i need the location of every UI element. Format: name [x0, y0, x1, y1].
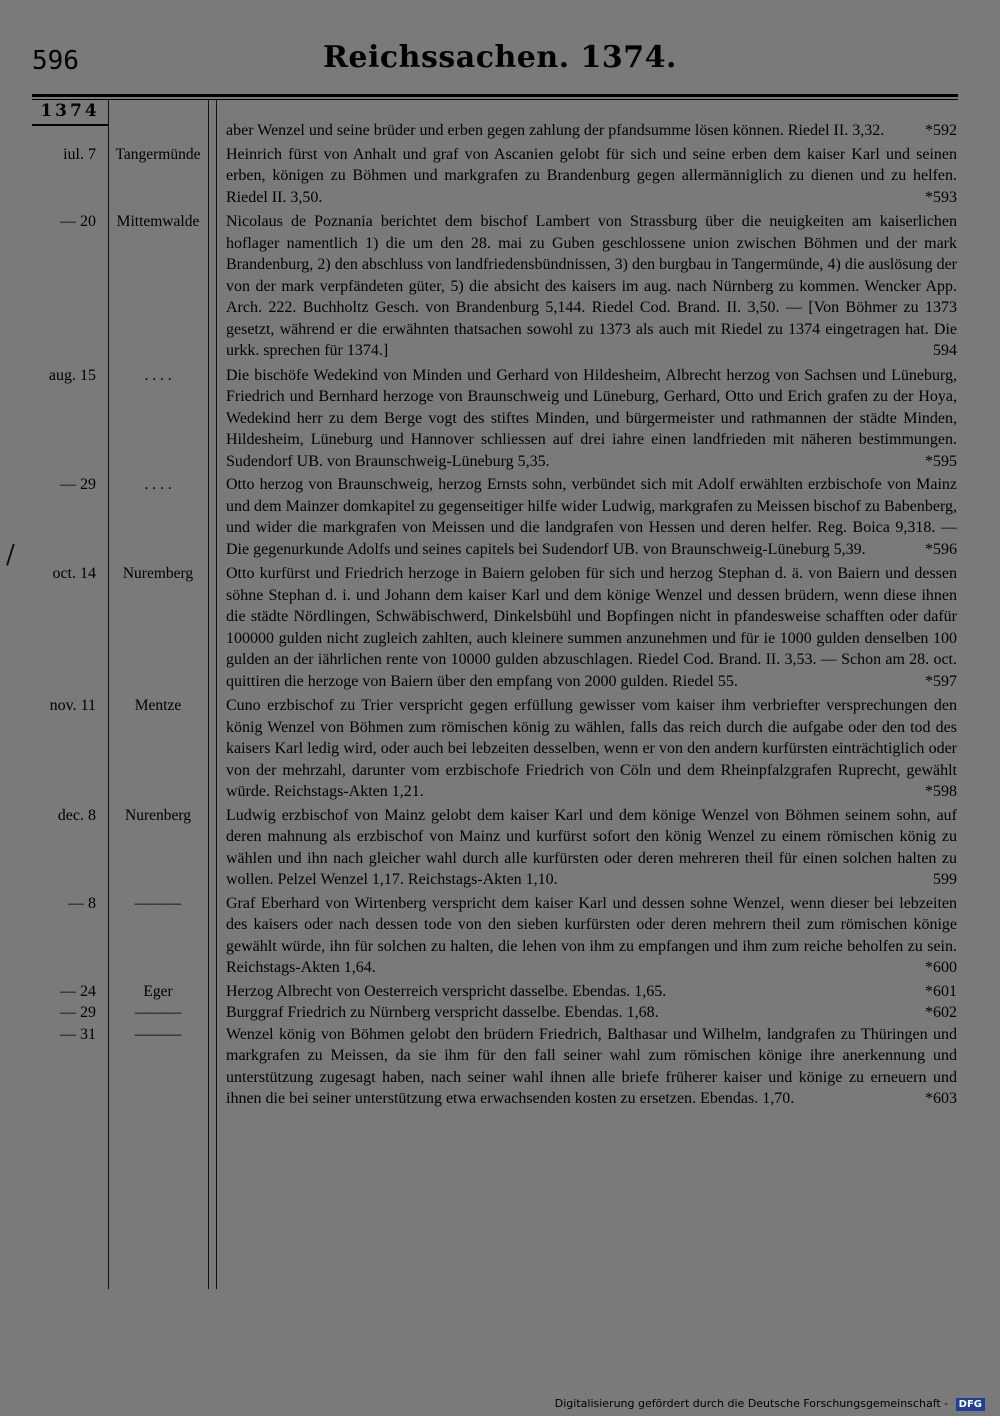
entry-number: 594 [933, 342, 957, 359]
year-label: 1374 [32, 99, 108, 126]
footer [0, 1397, 985, 1411]
entry-date: — 31 [60, 1025, 96, 1043]
entry-date: — 24 [60, 982, 96, 1000]
entry-body: Graf Eberhard von Wirtenberg verspricht dem kaiser Karl und dessen sohne Wenzel, wenn dieser bei lebzeiten des kaisers oder nach dessen tode von den sieben kurfürsten oder deren mehrern theil zum römischen könige gewählt würde, ihn für solchen zu halten, die lehen von ihm zu empfangen und ihm zum reiche beholfen zu sein. Reichstags-Akten 1,64. [226, 894, 957, 976]
entry-body: aber Wenzel und seine brüder und erben gegen zahlung der pfandsumme lösen können. Riedel II. 3,32. [226, 122, 885, 139]
entry-row [32, 144, 958, 209]
entry-body: Heinrich fürst von Anhalt und graf von Ascanien gelobt für sich und seine erben dem kaiser Karl und seinen erben, königen zu Böhmen und markgrafen zu Brandenburg gegen allermänniglich zu dienen und zu helfen. Riedel II. 3,50. [226, 145, 957, 206]
entry-place: ——— [134, 894, 182, 912]
entry-number: *600 [925, 959, 957, 976]
entry-text [226, 474, 957, 560]
entry-place: Eger [143, 982, 173, 1000]
entry-date: dec. 8 [57, 806, 96, 824]
entry-text [226, 365, 957, 473]
regest-entries [32, 120, 958, 1110]
entry-number: *602 [925, 1004, 957, 1021]
entry-place: Nuremberg [122, 565, 194, 582]
entry-place: Nurenberg [125, 806, 191, 824]
entry-row [32, 805, 958, 891]
entry-text [226, 211, 957, 362]
entry-row [32, 120, 958, 142]
entry-text [226, 981, 957, 1003]
page-number: 596 [32, 46, 79, 76]
entry-date: — 8 [68, 894, 96, 912]
entry-body: Nicolaus de Poznania berichtet dem bischof Lambert von Strassburg über die neuigkeiten am kaiserlichen hoflager namentlich 1) die um den 28. mai zu Guben geschlossene union zwischen Böhmen und der mark Brandenburg, 2) den abschluss von landfriedensbündnissen, 3) den burgbau in Tangermünde, 4) die auslösung der von der mark verpfändeten güter, 5) die absicht des kaisers im aug. nach Nürnberg zu kommen. Wencker App. Arch. 222. Buchholtz Gesch. von Brandenburg 5,144. Riedel Cod. Brand. II. 3,50. — [Von Böhmer zu 1373 gesetzt, während er die erwähnten thatsachen sowohl zu 1373 als auch mit Riedel zu 1374 eingetragen hat. Die urkk. sprechen für 1374.] [226, 213, 957, 359]
entry-place: ——— [134, 1004, 182, 1021]
entry-number: *596 [925, 540, 957, 558]
entry-body: Die bischöfe Wedekind von Minden und Gerhard von Hildesheim, Albrecht herzog von Sachsen und Lüneburg, Friedrich und Bernhard herzoge von Braunschweig und Lüneburg, Gerhard, Otto und Erich grafen zu der Hoya, Wedekind herr zu dem Berge vogt des stiftes Minden, und bürgermeister und rathmannen der städte Minden, Hildesheim, Lüneburg und Hannover schliessen auf drei iahre einen landfrieden mit näheren bestimmungen. Sudendorf UB. von Braunschweig-Lüneburg 5,35. [226, 366, 957, 470]
entry-row [32, 1024, 958, 1110]
entry-body: Otto kurfürst und Friedrich herzoge in Baiern geloben für sich und herzog Stephan d. ä. von Baiern und dessen söhne Stephan d. i. und Johann dem kaiser Karl und dem könige Wenzel und dessen brüdern, wenn diese ihnen die städte Nördlingen, Schwäbischwerd, Dinkelsbühl und Bopfingen nicht in pfandesweise schafften oder dafür 100000 gulden nicht zugleich zahlten, auch kleinere summen anzunehmen und für ie 1000 gulden denselben 100 gulden an der iährlichen rente von 10000 gulden abzuschlagen. Riedel Cod. Brand. II. 3,53. — Schon am 28. oct. quittiren die herzoge von Baiern über den empfang von 2000 gulden. Riedel 55. [226, 565, 957, 690]
entry-number: *592 [925, 122, 957, 139]
entry-number: *597 [925, 672, 957, 690]
entry-row [32, 474, 958, 560]
entry-text [226, 893, 957, 979]
entry-row [32, 1002, 958, 1024]
entry-row [32, 695, 958, 803]
entry-date: nov. 11 [49, 697, 96, 714]
margin-mark: / [6, 540, 15, 570]
entry-row [32, 211, 958, 362]
entry-date: — 29 [60, 1004, 96, 1021]
entry-row [32, 365, 958, 473]
entry-body: Herzog Albrecht von Oesterreich verspricht dasselbe. Ebendas. 1,65. [226, 982, 667, 1000]
entry-row [32, 981, 958, 1003]
entry-number: 599 [933, 871, 957, 888]
entry-number: *603 [925, 1090, 957, 1107]
dfg-logo: DFG [956, 1398, 985, 1411]
entry-row [32, 563, 958, 692]
entry-date: — 20 [60, 213, 96, 230]
entry-place: ——— [134, 1025, 182, 1043]
entry-place: . . . . [144, 366, 172, 384]
entry-number: *593 [925, 188, 957, 206]
running-title: Reichssachen. 1374. [322, 40, 678, 75]
entry-date [32, 120, 108, 142]
entry-text [226, 120, 957, 142]
entry-date: — 29 [60, 476, 96, 493]
header-rule-thin [32, 99, 958, 100]
header-rule-thick [32, 94, 958, 97]
entry-text [226, 1024, 957, 1110]
entry-body: Wenzel könig von Böhmen gelobt den brüdern Friedrich, Balthasar und Wilhelm, landgrafen zu Thüringen und markgrafen zu Meissen, da sie ihm für den fall seiner wahl zum römischen könige ihre anerkennung und unterstützung zugesagt haben, nach seiner wahl ihnen alle briefe früherer kaiser und könige zu erneuern und ihnen die bei seiner unterstützung etwa erwachsenden kosten zu ersetzen. Ebendas. 1,70. [226, 1025, 957, 1107]
entry-body: Burggraf Friedrich zu Nürnberg verspricht dasselbe. Ebendas. 1,68. [226, 1004, 659, 1021]
entry-body: Ludwig erzbischof von Mainz gelobt dem kaiser Karl und dem könige Wenzel von Böhmen seinem sohn, auf deren mahnung als erzbischof von Mainz und kurfürst sofort den könig Wenzel zu einem römischen könig zu wählen und ihn nach gleicher wahl durch alle kurfürsten oder deren mehreren theil für einen solchen halten zu wollen. Pelzel Wenzel 1,17. Reichstags-Akten 1,10. [226, 806, 957, 888]
entry-date: oct. 14 [52, 565, 96, 582]
entry-date: aug. 15 [48, 366, 96, 384]
entry-place: Tangermünde [115, 145, 201, 163]
entry-date: iul. 7 [63, 145, 96, 163]
entry-number: *595 [925, 452, 957, 470]
entry-text [226, 144, 957, 209]
entry-place [108, 120, 208, 142]
entry-number: *601 [925, 982, 957, 1000]
footer-text: Digitalisierung gefördert durch die Deutsche Forschungsgemeinschaft - [554, 1397, 949, 1410]
entry-place: Mittemwalde [116, 213, 200, 230]
entry-place: Mentze [134, 697, 182, 714]
entry-number: *598 [925, 783, 957, 800]
entry-text [226, 805, 957, 891]
entry-text [226, 695, 957, 803]
entry-text [226, 1002, 957, 1024]
entry-body: Otto herzog von Braunschweig, herzog Ernsts sohn, verbündet sich mit Adolf erwählten erzbischofe von Mainz und dem Mainzer domkapitel zu gegenseitiger hilfe wider Ludwig, markgrafen zu Meissen bischof zu Babenberg, und wider die markgrafen von Meissen und die landgrafen von Hessen und deren helfer. Reg. Boica 9,318. — Die gegenurkunde Adolfs und seines capitels bei Sudendorf UB. von Braunschweig-Lüneburg 5,39. [226, 476, 957, 558]
entry-text [226, 563, 957, 692]
entry-row [32, 893, 958, 979]
entry-body: Cuno erzbischof zu Trier verspricht gegen erfüllung gewisser vom kaiser ihm verbriefter versprechungen den könig Wenzel von Böhmen zum römischen könig zu wählen, falls das reich durch die aufgabe oder den tod des kaisers Karl ledig wird, oder auch bei lebzeiten desselben, wenn er von den andern kurfürsten einträchtiglich oder von der mehrzahl, darunter vom erzbischofe Friedrich von Cöln und dem Rheinpfalzgrafen Ruprecht, gewählt würde. Reichstags-Akten 1,21. [226, 697, 957, 800]
entry-place: . . . . [144, 476, 172, 493]
